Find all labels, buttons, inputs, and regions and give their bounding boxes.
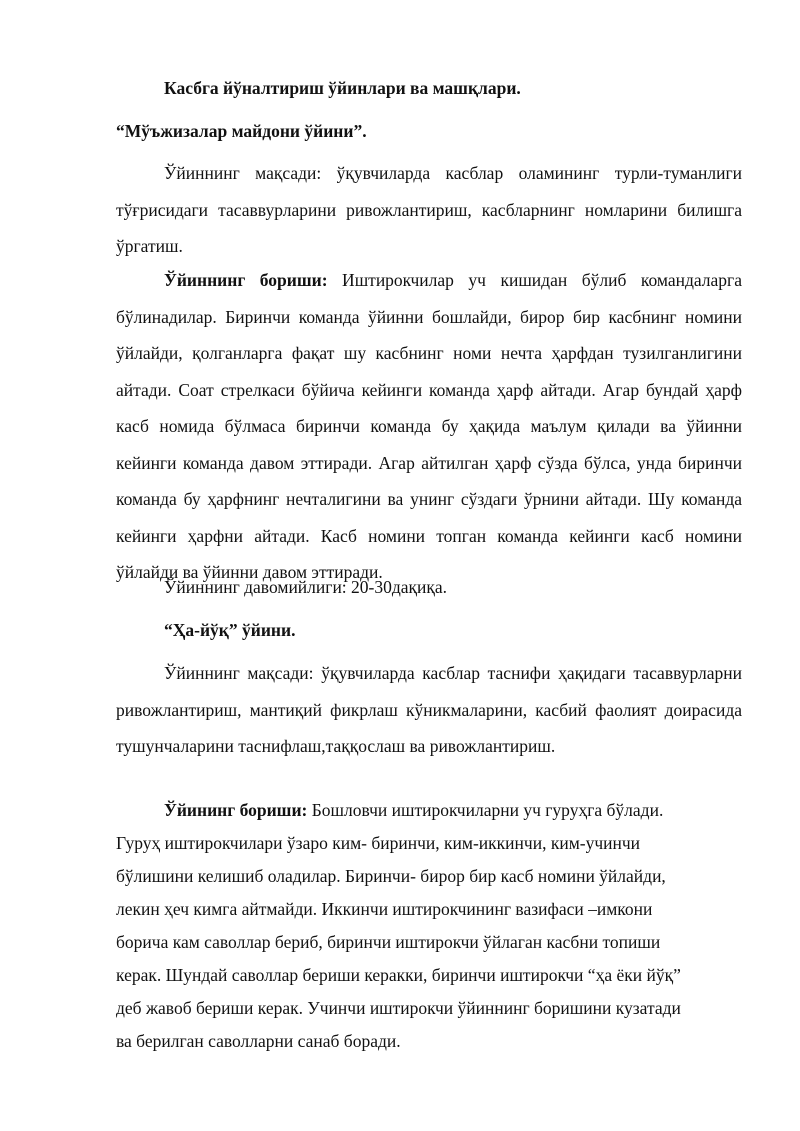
game1-process xyxy=(116,262,742,591)
game2-process-line: борича кам саволлар бериб, биринчи иштирокчи ўйлаган касбни топиши xyxy=(116,932,661,952)
game1-title: “Мўъжизалар майдони ўйини”. xyxy=(116,121,367,141)
game2-title: “Ҳа-йўқ” ўйини. xyxy=(164,620,296,640)
game2-goal: Ўйиннинг мақсади: ўқувчиларда касблар таснифи ҳақидаги тасаввурларни ривожлантириш, мантиқий фикрлаш кўникмаларини, касбий фаолият доирасида тушунчаларини таснифлаш,таққослаш ва ривожлантириш. xyxy=(116,663,742,756)
game2-process-line: деб жавоб бериши керак. Учинчи иштирокчи ўйиннинг боришини кузатади xyxy=(116,998,681,1018)
document-heading: Касбга йўналтириш ўйинлари ва машқлари. xyxy=(164,78,521,98)
game2-process-label: Ўйининг бориши: xyxy=(164,800,308,820)
game1-goal: Ўйиннинг мақсади: ўқувчиларда касблар оламининг турли-туманлиги тўғрисидаги тасаввурларини ривожлантириш, касбларнинг номларини билишга ўргатиш. xyxy=(116,163,742,256)
game2-process-line: Ўйининг бориши: Бошловчи иштирокчиларни уч гуруҳга бўлади. xyxy=(164,800,664,820)
game1-process-label: Ўйиннинг бориши: xyxy=(164,270,328,290)
game1-process-text: Иштирокчилар уч кишидан бўлиб командаларга бўлинадилар. Биринчи команда ўйинни бошлайди, бирор бир касбнинг номини ўйлайди, қолганларга фақат шу касбнинг номи нечта ҳарфдан тузилганлигини айтади. Соат стрелкаси бўйича кейинги команда ҳарф айтади. Агар бундай ҳарф касб номида бўлмаса биринчи команда бу ҳақида маълум қилади ва ўйинни кейинги команда давом эттиради. Агар айтилган ҳарф сўзда бўлса, унда биринчи команда бу ҳарфнинг нечталигини ва унинг сўздаги ўрнини айтади. Шу команда кейинги ҳарфни айтади. Касб номини топган команда кейинги касб номини ўйлайди ва ўйинни давом эттиради. xyxy=(116,270,743,582)
game1-duration: Ўйиннинг давомийлиги: 20-30дақиқа. xyxy=(164,577,448,597)
game2-process-line: бўлишини келишиб оладилар. Биринчи- бирор бир касб номини ўйлайди, xyxy=(116,866,666,886)
game2-process-line: лекин ҳеч кимга айтмайди. Иккинчи иштирокчининг вазифаси –имкони xyxy=(116,899,653,919)
game2-process-line: ва берилган саволларни санаб боради. xyxy=(116,1031,401,1051)
game2-process xyxy=(116,794,742,1058)
game2-process-line: Гуруҳ иштирокчилари ўзаро ким- биринчи, ким-иккинчи, ким-учинчи xyxy=(116,833,641,853)
game2-process-line: керак. Шундай саволлар бериши керакки, биринчи иштирокчи “ҳа ёки йўқ” xyxy=(116,965,681,985)
